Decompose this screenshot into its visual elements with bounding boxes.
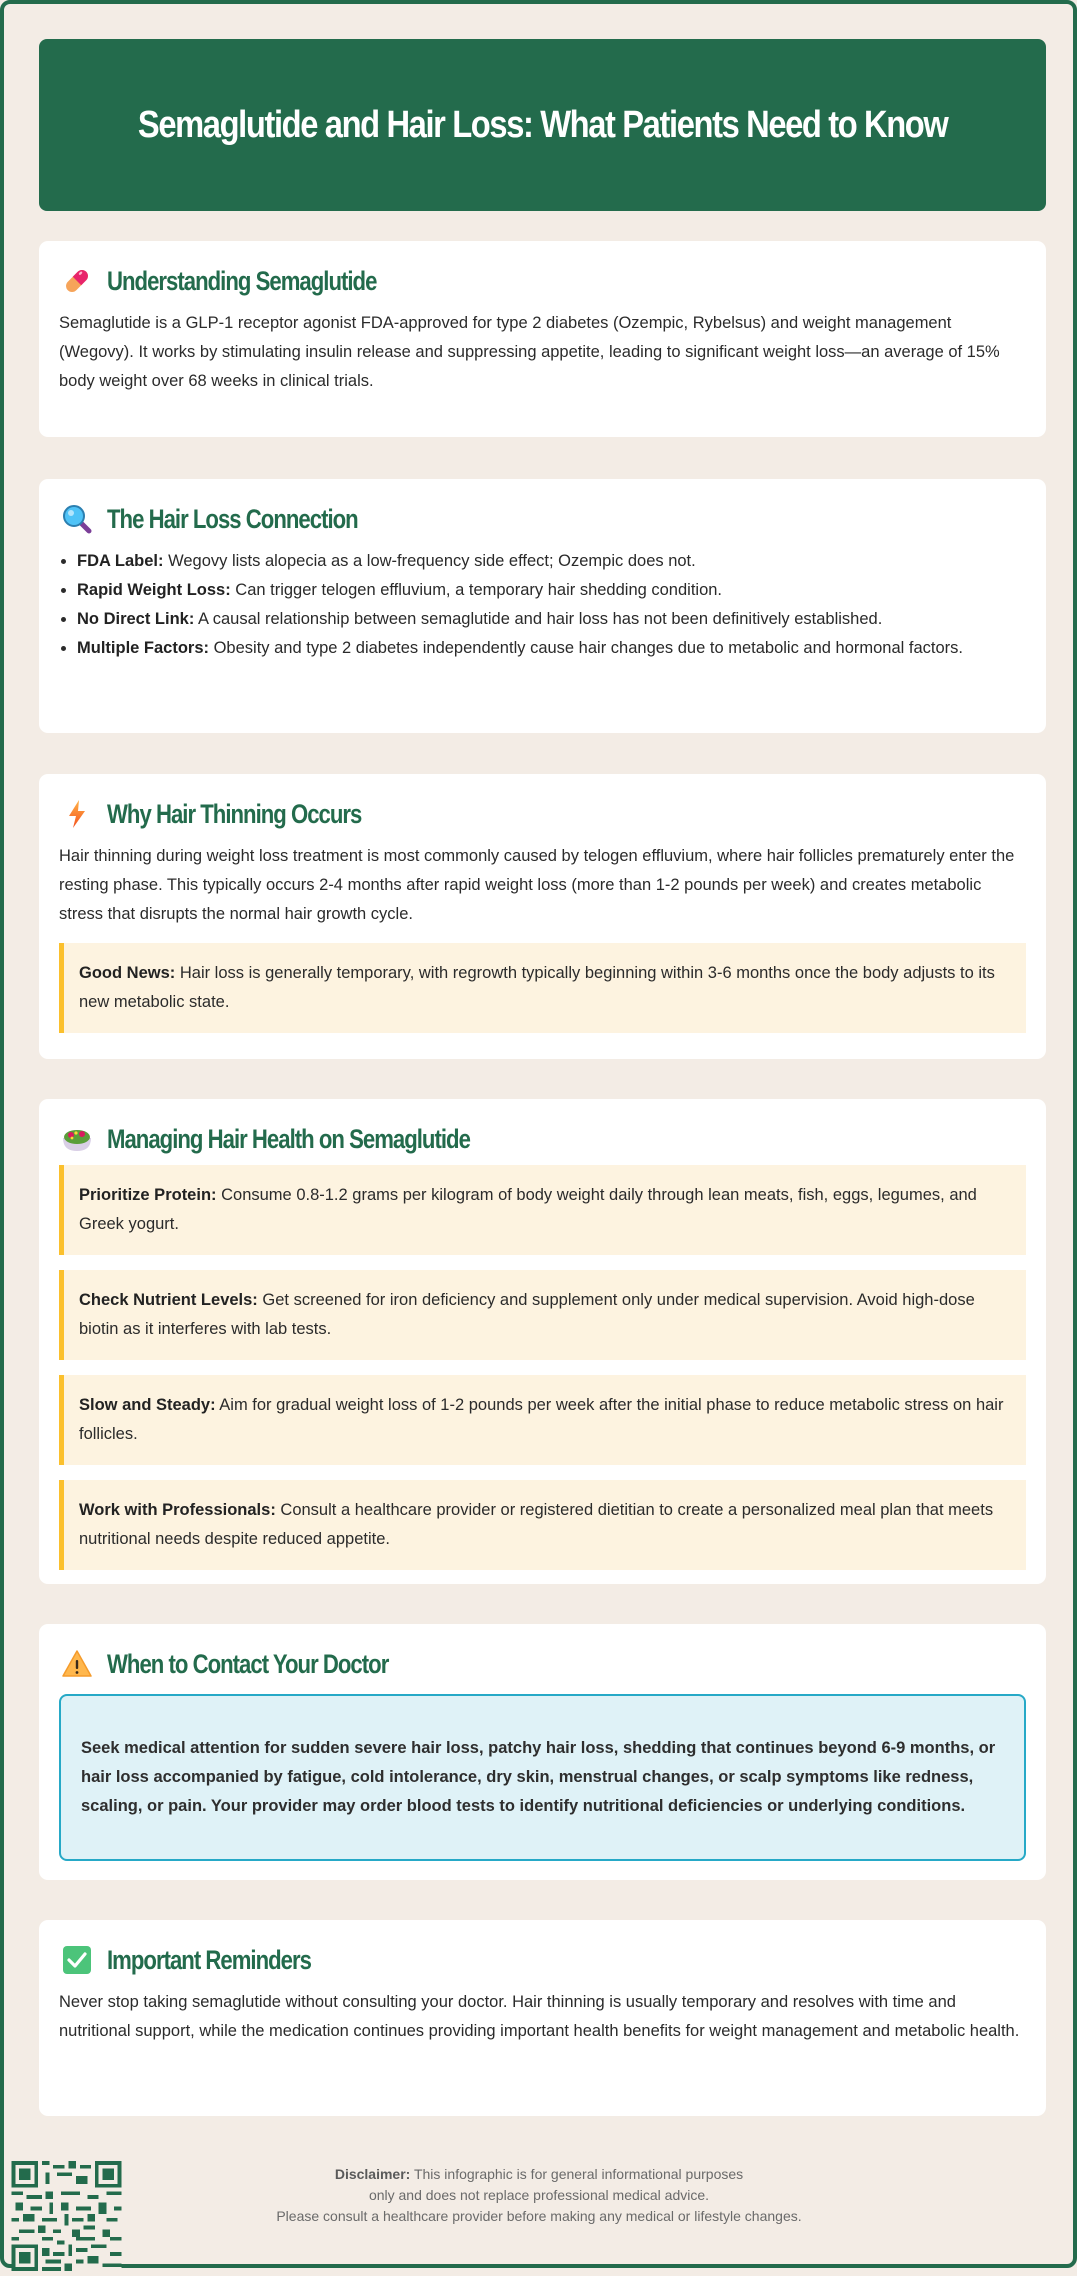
salad-bowl-icon bbox=[61, 1123, 93, 1155]
bullet-label: FDA Label: bbox=[77, 552, 164, 570]
card-title: Important Reminders bbox=[107, 1944, 311, 1975]
card-understanding bbox=[39, 241, 1046, 437]
bullet-label: No Direct Link: bbox=[77, 610, 195, 628]
card-header bbox=[59, 501, 1026, 537]
card-text: Hair thinning during weight loss treatment is most commonly caused by telogen effluvium, where hair follicles prematurely enter the resting phase. This typically occurs 2-4 months after rapid weight loss (more than 1-2 pounds per week) and creates metabolic stress that disrupts the normal hair growth cycle. bbox=[59, 847, 1015, 923]
card-text: Semaglutide is a GLP-1 receptor agonist FDA-approved for type 2 diabetes (Ozempic, Rybelsus) and weight management (Wegovy). It works by stimulating insulin release and suppressing appetite, leading to significant weight loss—an average of 15% body weight over 68 weeks in clinical trials. bbox=[59, 314, 1000, 390]
card-header bbox=[59, 1942, 1026, 1978]
tip-text: Aim for gradual weight loss of 1-2 pounds per week after the initial phase to reduce metabolic stress on hair follicles. bbox=[79, 1396, 1004, 1443]
pill-icon bbox=[61, 265, 93, 297]
bullet-text: Can trigger telogen effluvium, a temporary hair shedding condition. bbox=[230, 581, 723, 599]
page-title: Semaglutide and Hair Loss: What Patients Need to Know bbox=[137, 103, 948, 146]
card-header bbox=[59, 796, 1026, 832]
bullet-text: Wegovy lists alopecia as a low-frequency side effect; Ozempic does not. bbox=[163, 552, 696, 570]
card-managing-hair-health bbox=[39, 1099, 1046, 1584]
card-important-reminders bbox=[39, 1920, 1046, 2116]
bullet-label: Multiple Factors: bbox=[77, 639, 210, 657]
disclaimer-text: only and does not replace professional medical advice. bbox=[368, 2187, 710, 2203]
tip-label: Slow and Steady: bbox=[79, 1396, 216, 1414]
tip-callout bbox=[59, 1375, 1026, 1465]
card-hair-loss-connection bbox=[39, 479, 1046, 733]
card-title: Understanding Semaglutide bbox=[107, 265, 377, 296]
tip-label: Check Nutrient Levels: bbox=[79, 1291, 258, 1309]
card-header bbox=[59, 263, 1026, 299]
tip-callout bbox=[59, 1165, 1026, 1255]
footer bbox=[4, 2144, 1077, 2272]
list-item bbox=[77, 547, 1026, 576]
check-mark-icon bbox=[61, 1944, 93, 1976]
tip-callout bbox=[59, 1480, 1026, 1570]
lightning-icon bbox=[61, 798, 93, 830]
card-title: The Hair Loss Connection bbox=[107, 503, 358, 534]
tip-callout bbox=[59, 1270, 1026, 1360]
list-item bbox=[77, 634, 1026, 663]
disclaimer bbox=[244, 2164, 834, 2227]
card-header bbox=[59, 1646, 1026, 1682]
bullet-text: A causal relationship between semaglutide and hair loss has not been definitively established. bbox=[194, 610, 883, 628]
bullet-text: Obesity and type 2 diabetes independently cause hair changes due to metabolic and hormonal factors. bbox=[209, 639, 963, 657]
disclaimer-text: This infographic is for general informational purposes bbox=[410, 2166, 744, 2182]
warning-icon bbox=[61, 1648, 93, 1680]
tip-text: Get screened for iron deficiency and supplement only under medical supervision. Avoid high-dose biotin as it interferes with lab tests. bbox=[79, 1291, 975, 1338]
tip-label: Prioritize Protein: bbox=[79, 1186, 217, 1204]
magnifying-glass-icon bbox=[61, 503, 93, 535]
card-title: Why Hair Thinning Occurs bbox=[107, 798, 362, 829]
bullet-label: Rapid Weight Loss: bbox=[77, 581, 231, 599]
disclaimer-text: Please consult a healthcare provider before making any medical or lifestyle changes. bbox=[276, 2208, 802, 2224]
qr-code-icon[interactable] bbox=[9, 2161, 124, 2271]
good-news-callout bbox=[59, 943, 1026, 1033]
bullet-list bbox=[77, 547, 1026, 663]
card-title: When to Contact Your Doctor bbox=[107, 1648, 389, 1679]
card-header bbox=[59, 1121, 1026, 1157]
card-contact-doctor bbox=[39, 1624, 1046, 1880]
tip-text: Consult a healthcare provider or registered dietitian to create a personalized meal plan that meets nutritional needs despite reduced appetite. bbox=[79, 1501, 994, 1548]
doctor-alert-box: Seek medical attention for sudden severe hair loss, patchy hair loss, shedding that continues beyond 6-9 months, or hair loss accompanied by fatigue, cold intolerance, dry skin, menstrual changes, or scalp symptoms like redness, scaling, or pain. Your provider may order blood tests to identify nutritional deficiencies or underlying conditions. bbox=[59, 1694, 1026, 1861]
list-item bbox=[77, 605, 1026, 634]
card-text: Never stop taking semaglutide without consulting your doctor. Hair thinning is usually temporary and resolves with time and nutritional support, while the medication continues providing important health benefits for weight management and metabolic health. bbox=[59, 1993, 1020, 2040]
page-header bbox=[39, 39, 1046, 211]
callout-text: Hair loss is generally temporary, with regrowth typically beginning within 3-6 months once the body adjusts to its new metabolic state. bbox=[79, 964, 995, 1011]
card-title: Managing Hair Health on Semaglutide bbox=[107, 1123, 470, 1154]
list-item bbox=[77, 576, 1026, 605]
tip-label: Work with Professionals: bbox=[79, 1501, 276, 1519]
card-why-hair-thinning bbox=[39, 774, 1046, 1059]
tip-text: Consume 0.8-1.2 grams per kilogram of body weight daily through lean meats, fish, eggs, legumes, and Greek yogurt. bbox=[79, 1186, 977, 1233]
callout-label: Good News: bbox=[79, 964, 176, 982]
disclaimer-label: Disclaimer: bbox=[334, 2166, 411, 2182]
